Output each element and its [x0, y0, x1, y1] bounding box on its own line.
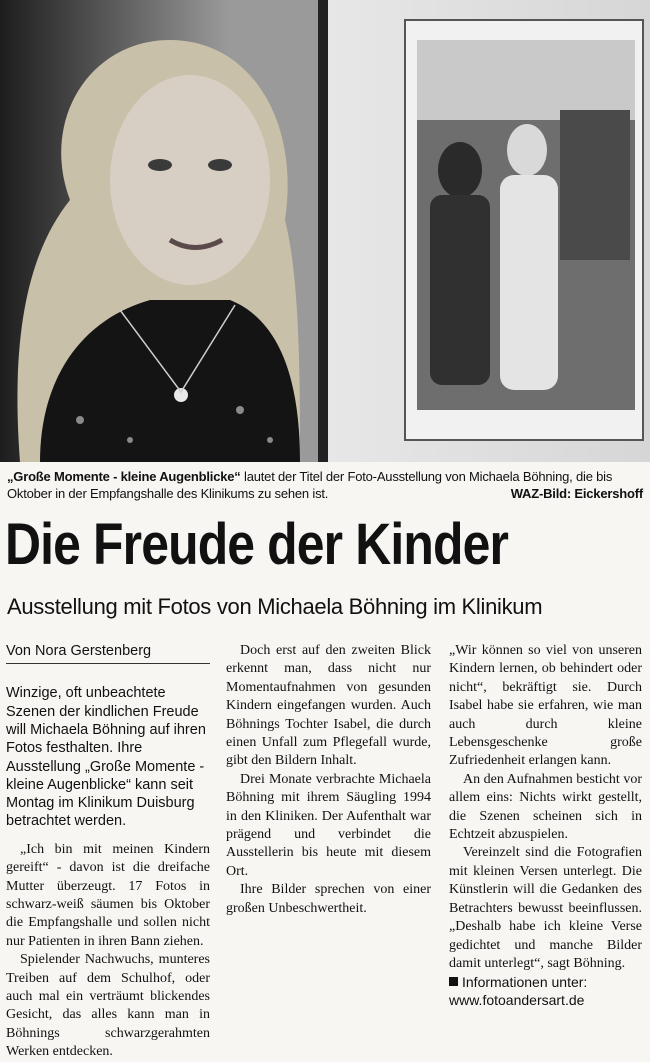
- paragraph: Spielender Nachwuchs, munteres Treiben auf dem Schulhof, oder auch mal ein verträumt blickendes Gesicht, das alles kann man in Böhnings schwarzgerahmten Werken entdecken.: [6, 952, 210, 1060]
- article-column-2: [226, 642, 431, 918]
- photo-credit: WAZ-Bild: Eickershoff: [510, 486, 643, 501]
- paragraph: „Wir können so viel von unseren Kindern lernen, ob behindert oder nicht“, bekräftigt sie. Durch Isabel habe sie erfahren, wie man auch durch kleine Lebensgeschenke große Zufriedenheit erlangen kann.: [449, 643, 642, 769]
- portrait-photo-icon: [0, 0, 650, 462]
- headline: Die Freude der Kinder: [5, 512, 509, 577]
- info-line: [449, 973, 642, 1009]
- article-photo: [0, 0, 650, 462]
- paragraph: Ihre Bilder sprechen von einer großen Unbeschwertheit.: [226, 882, 431, 916]
- lead-paragraph: Winzige, oft unbeachtete Szenen der kindlichen Freude will Michaela Böhning auf ihren Fotos festhalten. Ihre Ausstellung „Große Momente - kleine Augenblicke“ kann seit Montag im Klinikum Duisburg betrachtet werden.: [6, 685, 206, 830]
- paragraph: „Ich bin mit meinen Kindern gereift“ - davon ist die dreifache Mutter überzeugt. 17 Fotos in schwarz-weiß säumen bis Oktober die Empfangshalle und sollen nicht nur Patienten in ihren Bann ziehen.: [6, 841, 210, 949]
- paragraph: An den Aufnahmen besticht vor allem eins: Nichts wirkt gestellt, die Szenen scheinen sich in Echtzeit abzuspielen.: [449, 771, 642, 843]
- square-bullet-icon: [449, 977, 458, 986]
- paragraph: Vereinzelt sind die Fotografien mit kleinen Versen unterlegt. Die Künstlerin will die Gedanken des Betrachters bewusst beeinflussen. „Deshalb habe ich kleine Verse gedichtet und manche Bilder damit unterlegt“, sagt Böhning.: [449, 845, 642, 971]
- caption-title: „Große Momente - kleine Augenblicke“: [7, 469, 241, 484]
- photo-caption: [7, 468, 643, 502]
- subheadline: Ausstellung mit Fotos von Michaela Böhning im Klinikum: [7, 594, 543, 619]
- article-column-3: [449, 642, 642, 1009]
- article-column-1: [6, 642, 210, 1060]
- caption-text: lautet der Titel der Foto-Ausstellung von Michaela Böhning, die bis Oktober in der Empfangshalle des Klinikums zu sehen ist.: [7, 469, 613, 501]
- byline: Von Nora Gerstenberg: [6, 642, 210, 664]
- paragraph: Doch erst auf den zweiten Blick erkennt man, dass nicht nur Momentaufnahmen von gesunden Kindern eingefangen wurden. Auch Böhnings Tochter Isabel, die durch einen Unfall zum Pflegefall wurde, gibt den Bildern Inhalt.: [226, 643, 431, 769]
- info-text: Informationen unter: www.fotoandersart.de: [449, 974, 588, 1009]
- paragraph: Drei Monate verbrachte Michaela Böhning mit ihrem Säugling 1994 in den Kliniken. Der Aufenthalt war prägend und verbindet die Ausstellerin bis heute mit diesem Ort.: [226, 771, 431, 879]
